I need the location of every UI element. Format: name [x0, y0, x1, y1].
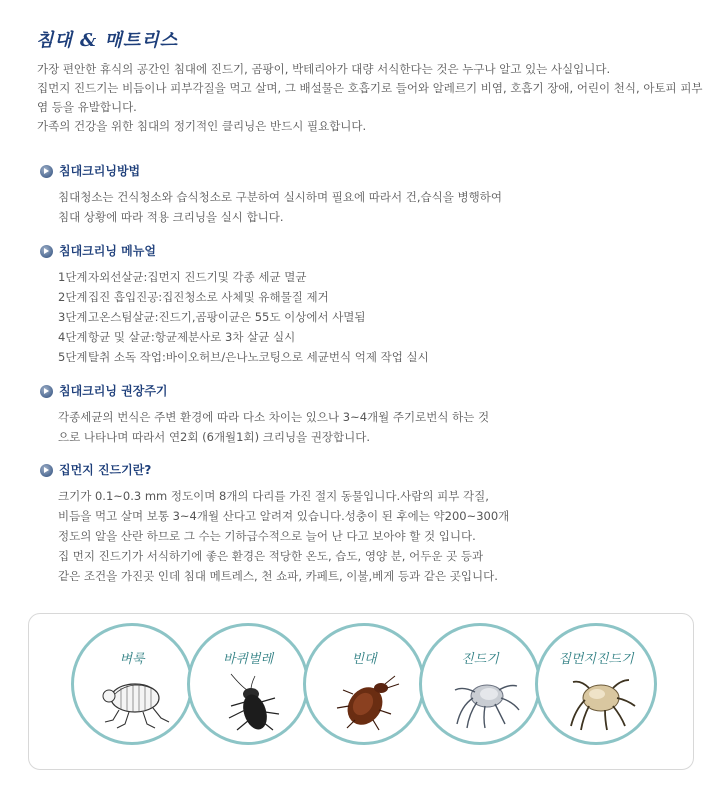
step-text: 고온스팀살균:진드기,곰팡이균은 55도 이상에서 사멸됨	[88, 310, 366, 324]
section-body	[58, 407, 489, 447]
step-number: 4단계	[58, 330, 88, 344]
body-line: 으로 나타나며 따라서 연2회 (6개월1회) 크리닝을 권장합니다.	[58, 430, 371, 444]
section-heading-text: 침대크리닝 메뉴얼	[59, 244, 156, 258]
step-text: 항균 및 살균:항균제분사로 3차 살균 실시	[88, 330, 296, 344]
section-cleaning-method	[40, 162, 502, 227]
arrow-bullet-icon	[40, 245, 53, 258]
body-line: 같은 조건을 가진곳 인데 침대 메트레스, 천 쇼파, 카페트, 이불,베게 등과 같은 곳입니다.	[58, 569, 498, 583]
step-row	[58, 267, 429, 287]
intro-line: 집먼지 진드기는 비듬이나 피부각질을 먹고 살며, 그 배설물은 호흡기로 들어와 알레르기 비염, 호흡기 장애, 어린이 천식, 아토피 피부염 등을 유발합니다.	[37, 81, 703, 114]
intro-line: 가족의 건강을 위한 침대의 정기적인 클리닝은 반드시 필요합니다.	[37, 119, 367, 133]
pest-label: 빈대	[351, 652, 377, 667]
step-number: 3단계	[58, 310, 88, 324]
cockroach-icon	[211, 672, 291, 732]
section-heading-text: 집먼지 진드기란?	[59, 463, 152, 477]
body-line: 집 먼지 진드기가 서식하기에 좋은 환경은 적당한 온도, 습도, 영양 분, 어두운 곳 등과	[58, 549, 484, 563]
arrow-bullet-icon	[40, 385, 53, 398]
pest-label: 집먼지진드기	[558, 652, 634, 667]
section-body	[58, 187, 502, 227]
section-heading-text: 침대크리닝 권장주기	[59, 384, 168, 398]
intro-line: 가장 편안한 휴식의 공간인 침대에 진드기, 곰팡이, 박테리아가 대량 서식한다는 것은 누구나 알고 있는 사실입니다.	[37, 62, 611, 76]
section-body	[58, 486, 509, 586]
section-heading-text: 침대크리닝방법	[59, 164, 141, 178]
step-number: 1단계	[58, 270, 88, 284]
step-row	[58, 307, 429, 327]
arrow-bullet-icon	[40, 464, 53, 477]
section-cleaning-manual	[40, 242, 429, 367]
pest-circle-cockroach	[187, 623, 309, 745]
section-body	[58, 267, 429, 367]
step-number: 2단계	[58, 290, 88, 304]
step-text: 자외선살균:집먼지 진드기및 각종 세균 멸균	[88, 270, 307, 284]
body-line: 크기가 0.1~0.3 mm 정도이며 8개의 다리를 가진 절지 동물입니다.사람의 피부 각질,	[58, 489, 489, 503]
dust-mite-icon	[559, 672, 639, 732]
arrow-bullet-icon	[40, 165, 53, 178]
pest-circle-dust-mite	[535, 623, 657, 745]
bedbug-icon	[327, 672, 407, 732]
pest-label: 벼룩	[119, 652, 145, 667]
body-line: 비듬을 먹고 살며 보통 3~4개월 산다고 알려져 있습니다.성충이 된 후에는 약200~300개	[58, 509, 510, 523]
section-heading	[40, 461, 509, 479]
intro-text	[37, 60, 707, 136]
step-text: 탈취 소독 작업:바이오허브/은나노코팅으로 세균번식 억제 작업 실시	[88, 350, 429, 364]
step-number: 5단계	[58, 350, 88, 364]
tick-icon	[443, 672, 523, 732]
step-row	[58, 287, 429, 307]
section-heading	[40, 242, 429, 260]
flea-icon	[95, 672, 175, 732]
pest-label: 바퀴벌레	[222, 652, 274, 667]
pest-label: 진드기	[461, 652, 499, 667]
step-row	[58, 327, 429, 347]
pest-circle-bedbug	[303, 623, 425, 745]
section-heading	[40, 162, 502, 180]
step-row	[58, 347, 429, 367]
section-dust-mite	[40, 461, 509, 586]
step-text: 집진 흡입진공:집진청소로 사체및 유해물질 제거	[88, 290, 329, 304]
page-title: 침대 & 매트리스	[36, 30, 179, 51]
body-line: 침대 상황에 따라 적용 크리닝을 실시 합니다.	[58, 210, 284, 224]
body-line: 정도의 알을 산란 하므로 그 수는 기하급수적으로 늘어 난 다고 보아야 할 것 입니다.	[58, 529, 476, 543]
pest-gallery	[28, 613, 694, 770]
pest-circle-flea	[71, 623, 193, 745]
section-cleaning-cycle	[40, 382, 489, 447]
body-line: 각종세균의 번식은 주변 환경에 따라 다소 차이는 있으나 3~4개월 주기로번식 하는 것	[58, 410, 490, 424]
section-heading	[40, 382, 489, 400]
pest-circle-tick	[419, 623, 541, 745]
body-line: 침대청소는 건식청소와 습식청소로 구분하여 실시하며 필요에 따라서 건,습식을 병행하여	[58, 190, 502, 204]
